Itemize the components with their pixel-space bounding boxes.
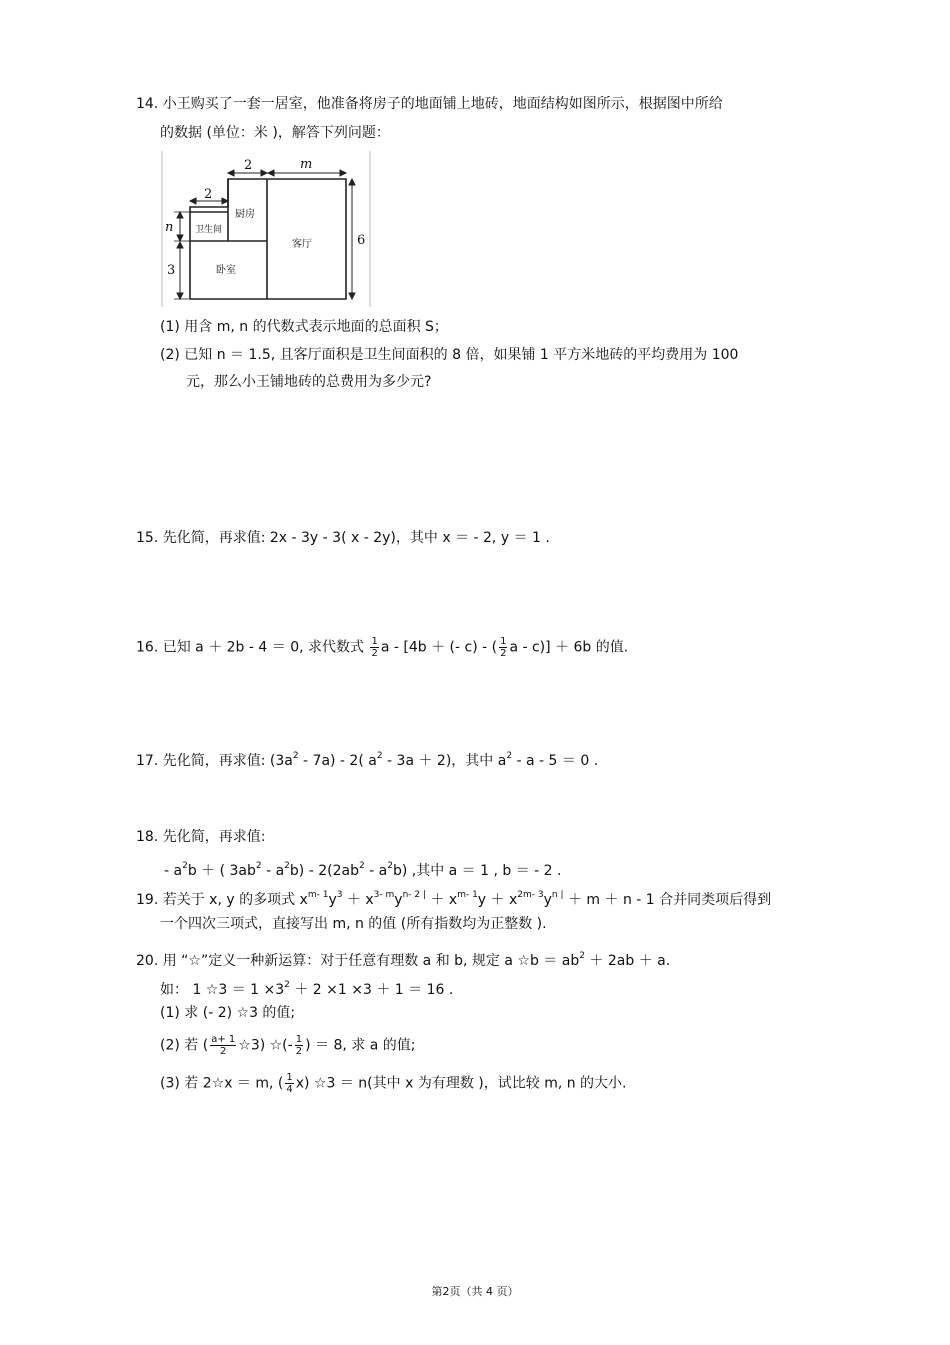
label-left-2: 2 xyxy=(204,187,213,202)
floor-plan-figure xyxy=(160,149,372,309)
q15-text: 15. 先化简，再求值: 2x - 3y - 3( x - 2y)，其中 x ＝ - 2, y ＝ 1 . xyxy=(136,530,550,546)
q20-sub1: (1) 求 (- 2) ☆3 的值; xyxy=(160,1005,296,1021)
q19-line2: 一个四次三项式，直接写出 m, n 的值 (所有指数均为正整数 ). xyxy=(160,916,547,932)
label-3: 3 xyxy=(167,263,176,278)
q20-line1: 20. 用 “☆”定义一种新运算：对于任意有理数 a 和 b, 规定 a ☆b ＝ $ab^2 + 2ab + a$. xyxy=(136,951,671,969)
q20-sub2: (2) 若 ( $\frac{a+ 1}{2}$ ☆3) ☆(- $\frac{1}{2}$ ) ＝ 8, 求 a 的值; xyxy=(160,1034,416,1057)
room-bathroom: 卫生间 xyxy=(195,225,223,235)
q14-line2: 的数据 (单位：米 )，解答下列问题： xyxy=(160,125,390,141)
label-n: n xyxy=(165,220,174,235)
label-6: 6 xyxy=(357,233,366,248)
q19-line1: 19. 若关于 x, y 的多项式 $x^{m- 1}y^3 + x^{3- m}y^{n- 2 |} + x^{m- 1}y + x^{2m- 3}y^{n |} + m + n - 1$ 合并同类项后得到 xyxy=(136,890,772,908)
q14-line1: 14. 小王购买了一套一居室，他准备将房子的地面铺上地砖，地面结构如图所示，根据图中所给 xyxy=(136,96,723,112)
q14-sub2b: 元，那么小王铺地砖的总费用为多少元? xyxy=(186,374,432,390)
room-kitchen: 厨房 xyxy=(235,209,255,220)
room-bedroom: 卧室 xyxy=(216,265,236,276)
room-living: 客厅 xyxy=(292,239,312,250)
q20-sub3: (3) 若 2☆x ＝ m, ( $\frac{1}{4}$ x) ☆3 ＝ n(其中 x 为有理数 )，试比较 m, n 的大小. xyxy=(160,1072,627,1095)
q17-text: 17. 先化简，再求值: $(3a^2 - 7a) - 2$( $a^2 - 3a + 2$)，其中 $a^2 - a - 5 = 0$ . xyxy=(136,751,599,769)
q16-fraction-1: $\frac{1}{2}$ xyxy=(371,636,378,659)
page-footer: 第2页（共 4 页） xyxy=(431,1285,519,1298)
q20-fraction-3: $\frac{1}{4}$ xyxy=(286,1072,293,1095)
q16-text: 16. 已知 a ＋ 2b - 4 ＝ 0, 求代数式 $\frac{1}{2}$ a - [4b ＋ (- c) - ( $\frac{1}{2}$ a - c)] ＋ 6b 的值. xyxy=(136,636,629,659)
q18-line1: 18. 先化简，再求值: xyxy=(136,829,266,845)
q14-sub1: (1) 用含 m, n 的代数式表示地面的总面积 S； xyxy=(160,319,448,335)
q20-example: 如： 1 ☆3 ＝ $1 \times 3^2 + 2 \times 1 \times 3 + 1 = 16$ . xyxy=(160,980,454,998)
q16-fraction-2: $\frac{1}{2}$ xyxy=(500,636,507,659)
label-m: m xyxy=(300,157,313,172)
floor-outline xyxy=(190,179,346,299)
q14-sub2a: (2) 已知 n ＝ 1.5, 且客厅面积是卫生间面积的 8 倍，如果铺 1 平方米地砖的平均费用为 100 xyxy=(160,347,739,363)
q20-fraction-1: $\frac{a+ 1}{2}$ xyxy=(211,1034,236,1057)
q18-expression: - $a^2b$ ＋ ( $3ab^2 - a^2b) - 2(2ab^2 - a^2b)$ ,其中 a ＝ 1 , b ＝ - 2 . xyxy=(164,861,562,879)
q20-fraction-2: $\frac{1}{2}$ xyxy=(295,1034,303,1057)
label-top-2: 2 xyxy=(244,158,253,173)
